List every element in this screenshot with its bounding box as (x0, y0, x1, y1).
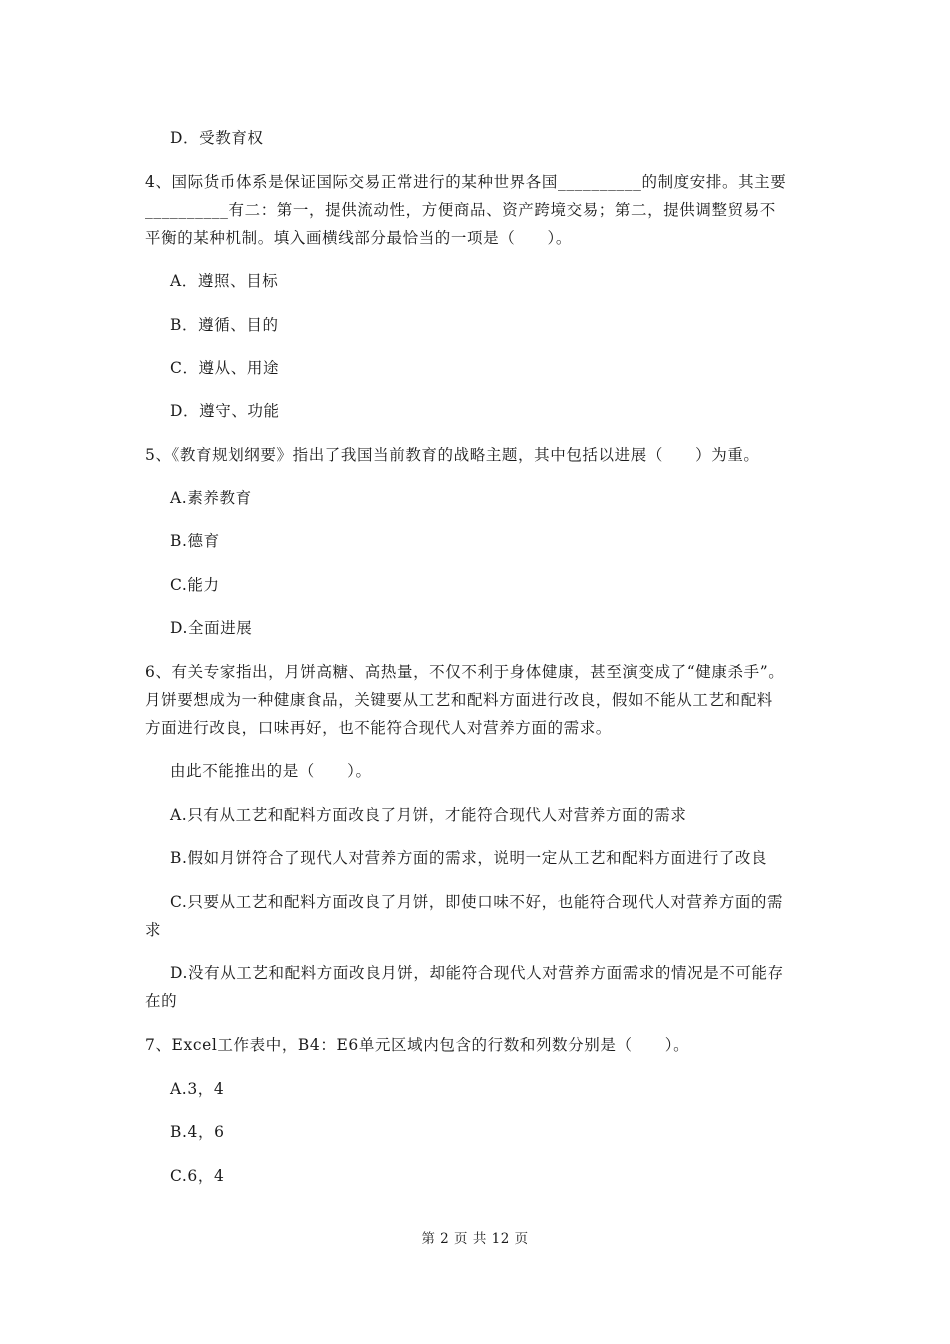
q4-stem-line-3: 平衡的某种机制。填入画横线部分最恰当的一项是（ ）。 (145, 229, 572, 247)
q5-option-b: B.德育 (170, 532, 220, 550)
q6-stem-line-2: 月饼要想成为一种健康食品，关键要从工艺和配料方面进行改良，假如不能从工艺和配料 (145, 691, 773, 709)
q6-option-c-line-1: C.只要从工艺和配料方面改良了月饼，即使口味不好，也能符合现代人对营养方面的需 (170, 893, 784, 911)
q6-stem-line-4: 由此不能推出的是（ ）。 (170, 762, 372, 780)
q4-stem-line-2: __________有二：第一，提供流动性，方便商品、资产跨境交易；第二，提供调整贸易不 (145, 201, 776, 219)
q6-option-c-line-2: 求 (145, 921, 162, 939)
q7-stem: 7、Excel工作表中，B4：E6单元区域内包含的行数和列数分别是（ ）。 (145, 1036, 690, 1054)
q5-option-d: D.全面进展 (170, 619, 253, 637)
q5-option-c: C.能力 (170, 576, 220, 594)
q5-option-a: A.素养教育 (170, 489, 252, 507)
q6-option-a: A.只有从工艺和配料方面改良了月饼，才能符合现代人对营养方面的需求 (170, 806, 687, 824)
q7-option-b: B.4，6 (170, 1123, 225, 1141)
q5-stem: 5、《教育规划纲要》指出了我国当前教育的战略主题，其中包括以进展（ ）为重。 (145, 446, 760, 464)
q4-stem-line-1: 4、国际货币体系是保证国际交易正常进行的某种世界各国__________的制度安排。其主要 (145, 173, 787, 191)
q6-stem-line-3: 方面进行改良，口味再好，也不能符合现代人对营养方面的需求。 (145, 719, 612, 737)
page-footer: 第 2 页 共 12 页 (421, 1231, 529, 1247)
q4-option-b: B．遵循、目的 (170, 316, 279, 334)
q6-option-d-line-2: 在的 (145, 992, 178, 1010)
q6-option-b: B.假如月饼符合了现代人对营养方面的需求，说明一定从工艺和配料方面进行了改良 (170, 849, 768, 867)
q7-option-c: C.6，4 (170, 1167, 225, 1185)
q4-option-a: A．遵照、目标 (170, 272, 279, 290)
q4-option-c: C．遵从、用途 (170, 359, 280, 377)
q3-option-d: D．受教育权 (170, 129, 264, 147)
q7-option-a: A.3，4 (170, 1080, 225, 1098)
q6-stem-line-1: 6、有关专家指出，月饼高糖、高热量，不仅不利于身体健康，甚至演变成了“健康杀手”。 (145, 663, 785, 681)
q6-option-d-line-1: D.没有从工艺和配料方面改良月饼，却能符合现代人对营养方面需求的情况是不可能存 (170, 964, 784, 982)
q4-option-d: D．遵守、功能 (170, 402, 280, 420)
